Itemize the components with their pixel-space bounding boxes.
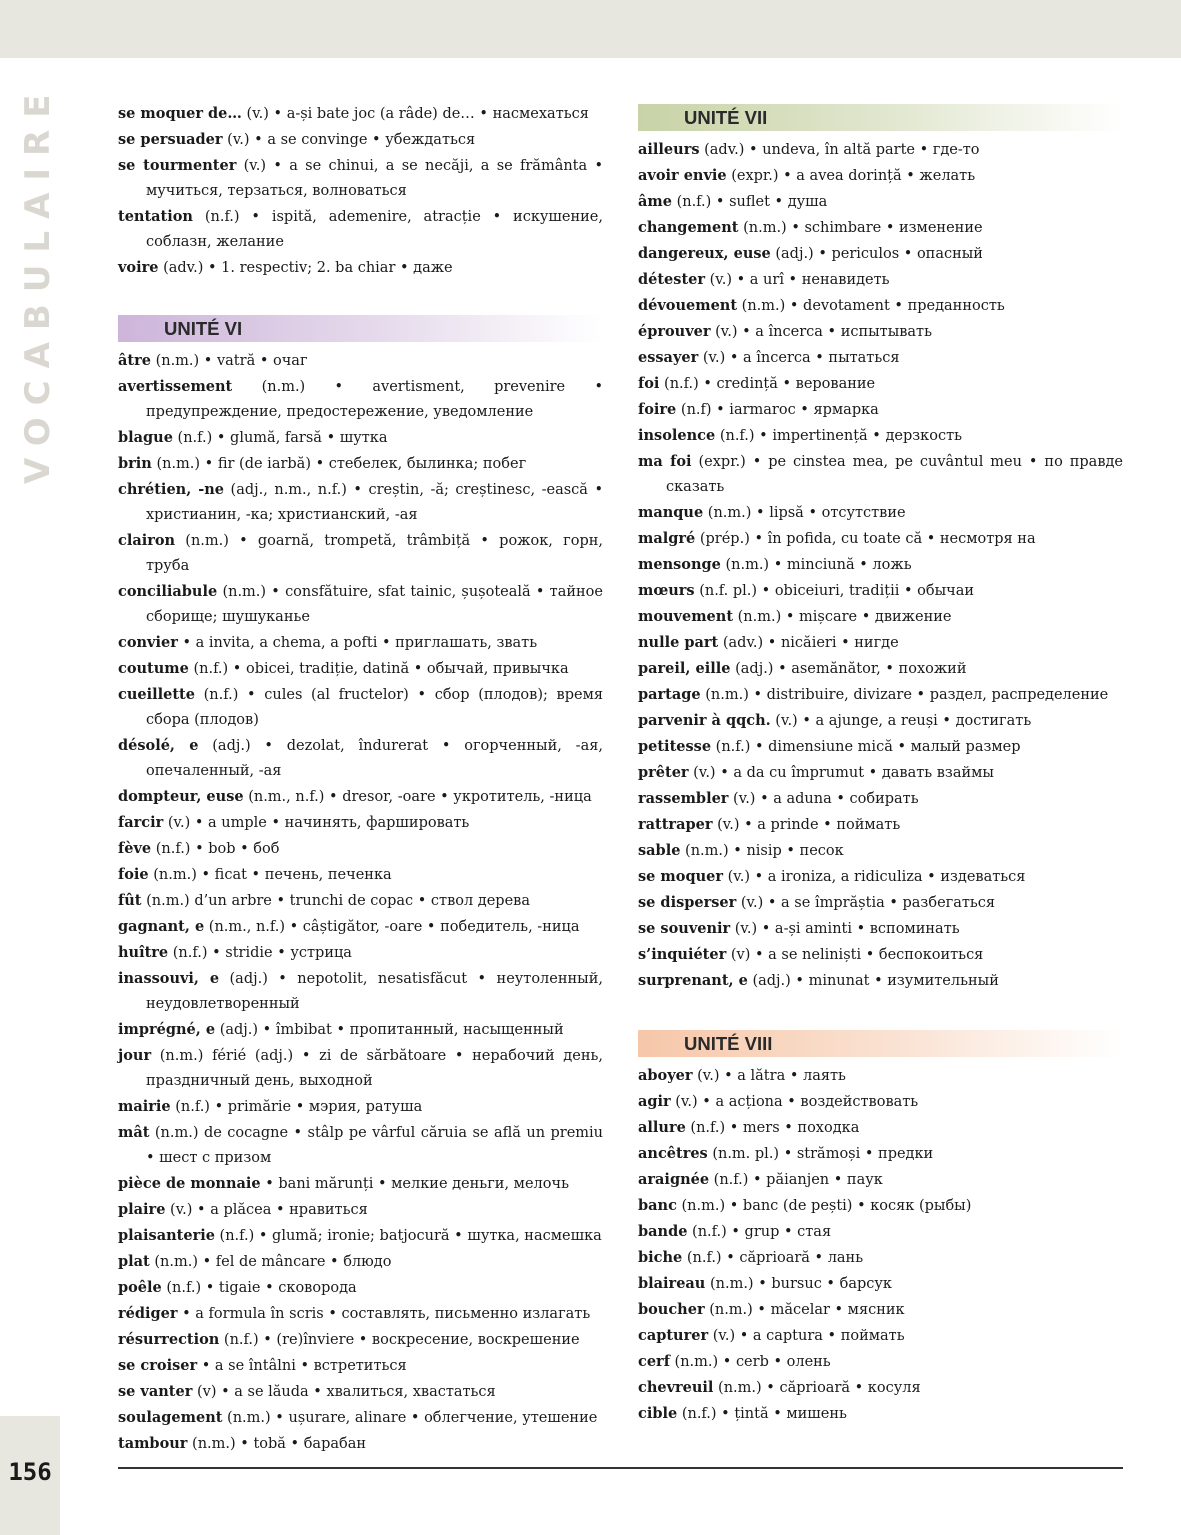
entry-definition: (adj.) • periculos • опасный — [770, 246, 983, 262]
vocabulary-entry — [118, 1379, 603, 1405]
vocabulary-entry — [118, 836, 603, 862]
entry-headword: se disperser — [638, 894, 737, 911]
entry-headword: mouvement — [638, 608, 734, 625]
vocabulary-entry — [118, 1171, 603, 1197]
vocabulary-entry — [118, 966, 603, 1017]
entry-headword: tambour — [118, 1435, 188, 1452]
entry-definition: (n.f.) • dimensiune mică • малый размер — [711, 739, 1021, 755]
entry-headword: mœurs — [638, 582, 695, 599]
entry-headword: détester — [638, 271, 706, 288]
vocabulary-entry — [118, 888, 603, 914]
entry-definition: (v.) • a ironiza, a ridiculiza • издеваться — [723, 869, 1026, 885]
entry-definition: (v.) • a se convinge • убеждаться — [222, 132, 476, 148]
vocabulary-entry — [118, 528, 603, 579]
vocabulary-entry — [638, 656, 1123, 682]
entry-definition: (n.m.) • nisip • песок — [680, 843, 844, 859]
vocabulary-entry — [118, 630, 603, 656]
vocabulary-entry — [638, 1271, 1123, 1297]
vocabulary-entry — [638, 578, 1123, 604]
entry-definition: (n.m.) • bursuc • барсук — [705, 1276, 892, 1292]
vocabulary-entry — [638, 1193, 1123, 1219]
vocabulary-entry — [118, 579, 603, 630]
vocabulary-entry — [638, 1323, 1123, 1349]
vocabulary-entry — [118, 1275, 603, 1301]
entry-definition: (n.m.) • consfătuire, sfat tainic, șușoteală • тайное сборище; шушуканье — [146, 584, 603, 625]
entry-definition: (v.) • a se împrăștia • разбегаться — [736, 895, 996, 911]
vocabulary-entry — [118, 1197, 603, 1223]
vocabulary-entry — [638, 1401, 1123, 1427]
page-number: 156 — [8, 1458, 52, 1486]
entry-headword: avertissement — [118, 378, 233, 395]
vocabulary-entry — [118, 784, 603, 810]
entry-definition: (n.m.) • căprioară • косуля — [713, 1380, 921, 1396]
vocabulary-entry — [638, 163, 1123, 189]
entry-headword: plaisanterie — [118, 1227, 215, 1244]
entry-headword: blague — [118, 429, 173, 446]
entry-definition: (n.m.) • vatră • очаг — [150, 353, 308, 369]
entry-definition: (n.f.) • cules (al fructelor) • сбор (плодов); время сбора (плодов) — [146, 687, 603, 728]
entry-headword: ancêtres — [638, 1145, 708, 1162]
entry-headword: voire — [118, 259, 159, 276]
entry-definition: (n.f. pl.) • obiceiuri, tradiții • обычаи — [694, 583, 975, 599]
vocabulary-entry — [638, 1349, 1123, 1375]
vocabulary-entry — [638, 500, 1123, 526]
entry-definition: (adv.) • undeva, în altă parte • где-то — [699, 142, 980, 158]
vocabulary-entry — [118, 153, 603, 204]
entry-headword: cerf — [638, 1353, 670, 1370]
entry-definition: (v.) • a lătra • лаять — [692, 1068, 846, 1084]
entry-definition: • a se întâlni • встретиться — [197, 1358, 407, 1374]
entry-headword: biche — [638, 1249, 683, 1266]
vocabulary-entry — [118, 374, 603, 425]
entry-definition: (n.f.) • bob • боб — [151, 841, 280, 857]
entry-headword: sable — [638, 842, 681, 859]
vocabulary-entry — [638, 1089, 1123, 1115]
entry-definition: (n.m.) • fir (de iarbă) • стебелек, былинка; побег — [151, 456, 527, 472]
vocabulary-entry — [118, 451, 603, 477]
vocabulary-entry — [638, 137, 1123, 163]
vocabulary-entry — [118, 940, 603, 966]
entry-definition: (adj.) • dezolat, îndurerat • огорченный, -ая, опечаленный, -ая — [146, 738, 603, 779]
entry-definition: (n.m.) • ușurare, alinare • облегчение, утешение — [222, 1410, 598, 1426]
entry-headword: malgré — [638, 530, 696, 547]
entry-headword: pièce de monnaie — [118, 1175, 261, 1192]
entry-headword: avoir envie — [638, 167, 727, 184]
vocabulary-entry — [638, 630, 1123, 656]
entry-headword: conciliabule — [118, 583, 218, 600]
entry-headword: insolence — [638, 427, 716, 444]
entry-definition: (n.f.) • obicei, tradiție, datină • обычай, привычка — [188, 661, 569, 677]
vocabulary-entry — [118, 127, 603, 153]
vocabulary-entry — [638, 293, 1123, 319]
vocabulary-entry — [118, 204, 603, 255]
entry-definition: (n.f.) • ispită, ademenire, atracție • искушение, соблазн, желание — [146, 209, 603, 250]
entry-headword: bande — [638, 1223, 688, 1240]
entry-definition: (adj., n.m., n.f.) • creștin, -ă; creștinesc, -ească • христианин, -ка; христианский, -ая — [146, 482, 603, 523]
entry-definition: (n.m.) • fel de mâncare • блюдо — [149, 1254, 392, 1270]
entry-definition: (n.m.) • tobă • барабан — [187, 1436, 367, 1452]
entry-headword: chrétien, -ne — [118, 481, 225, 498]
vocabulary-entry — [638, 449, 1123, 500]
unit-vi-entries — [118, 348, 603, 1457]
entry-headword: surprenant, e — [638, 972, 748, 989]
entry-definition: (n.m.) • schimbare • изменение — [738, 220, 983, 236]
vocabulary-entry — [638, 215, 1123, 241]
entry-definition: (n.m.) • minciună • ложь — [720, 557, 912, 573]
unit-viii-header: UNITÉ VIII — [638, 1030, 1123, 1057]
vocabulary-entry — [118, 810, 603, 836]
vocabulary-entry — [638, 1297, 1123, 1323]
entry-definition: (n.f.) • glumă; ironie; batjocură • шутка, насмешка — [214, 1228, 602, 1244]
entry-headword: araignée — [638, 1171, 710, 1188]
entry-definition: (n.m.) d’un arbre • trunchi de copac • ствол дерева — [141, 893, 530, 909]
unit-vi-header: UNITÉ VI — [118, 315, 603, 342]
vocabulary-entry — [118, 1120, 603, 1171]
entry-headword: ma foi — [638, 453, 692, 470]
vocabulary-entry — [638, 838, 1123, 864]
entry-headword: nulle part — [638, 634, 719, 651]
entry-headword: jour — [118, 1047, 152, 1064]
entry-definition: (expr.) • a avea dorință • желать — [726, 168, 976, 184]
entry-definition: (n.f.) • suflet • душа — [671, 194, 828, 210]
entry-definition: (n.f.) • (re)înviere • воскресение, воскрешение — [219, 1332, 580, 1348]
entry-definition: (n.m.) • banc (de pești) • косяк (рыбы) — [676, 1198, 972, 1214]
entry-definition: (adv.) • 1. respectiv; 2. ba chiar • даже — [158, 260, 453, 276]
entry-headword: farcir — [118, 814, 164, 831]
entry-definition: (v.) • a umple • начинять, фаршировать — [163, 815, 470, 831]
vocabulary-entry — [638, 942, 1123, 968]
entry-headword: foire — [638, 401, 677, 418]
entry-headword: brin — [118, 455, 152, 472]
vocabulary-entry — [118, 1405, 603, 1431]
entry-definition: (n.f.) • stridie • устрица — [168, 945, 352, 961]
entry-definition: (adj.) • nepotolit, nesatisfăcut • неутоленный, неудовлетворенный — [146, 971, 603, 1012]
entry-headword: pareil, eille — [638, 660, 731, 677]
entry-definition: (n.f.) • grup • стая — [687, 1224, 832, 1240]
entry-definition: (n.f.) • păianjen • паук — [709, 1172, 883, 1188]
entry-headword: blaireau — [638, 1275, 706, 1292]
entry-definition: (n.m.) • cerb • олень — [669, 1354, 831, 1370]
vocabulary-entry — [638, 345, 1123, 371]
entry-definition: (v.) • a plăcea • нравиться — [165, 1202, 368, 1218]
entry-headword: dompteur, euse — [118, 788, 244, 805]
entry-headword: dévouement — [638, 297, 738, 314]
entry-headword: se moquer — [638, 868, 723, 885]
entry-headword: se souvenir — [638, 920, 731, 937]
entry-headword: aboyer — [638, 1067, 693, 1084]
vocabulary-entry — [638, 526, 1123, 552]
vocabulary-entry — [638, 916, 1123, 942]
vocabulary-entry — [118, 477, 603, 528]
vocabulary-entry — [118, 733, 603, 784]
vocabulary-entry — [638, 319, 1123, 345]
entry-definition: (adj.) • îmbibat • пропитанный, насыщенный — [215, 1022, 564, 1038]
entry-definition: (n.f.) • credință • верование — [659, 376, 876, 392]
entry-definition: (n.f.) • glumă, farsă • шутка — [172, 430, 388, 446]
entry-definition: (n.m.) • devotament • преданность — [737, 298, 1005, 314]
entry-headword: foie — [118, 866, 149, 883]
vocabulary-entry — [118, 1353, 603, 1379]
vocabulary-entry — [118, 101, 603, 127]
vocabulary-entry — [118, 1017, 603, 1043]
unit-vii-entries — [638, 137, 1123, 994]
entry-definition: (v) • a se lăuda • хвалиться, хвастаться — [192, 1384, 496, 1400]
entry-headword: plaire — [118, 1201, 166, 1218]
vocabulary-entry — [638, 241, 1123, 267]
vocabulary-entry — [118, 1431, 603, 1457]
vocabulary-entry — [638, 760, 1123, 786]
entry-headword: boucher — [638, 1301, 705, 1318]
vocabulary-entry — [638, 1245, 1123, 1271]
vocabulary-entry — [118, 255, 603, 281]
entry-definition: (v.) • a ajunge, a reuși • достигать — [770, 713, 1032, 729]
vocabulary-entry — [638, 1375, 1123, 1401]
entry-headword: banc — [638, 1197, 677, 1214]
entry-headword: se croiser — [118, 1357, 198, 1374]
entry-headword: s’inquiéter — [638, 946, 727, 963]
vocabulary-entry — [118, 682, 603, 733]
vocabulary-entry — [118, 425, 603, 451]
entry-definition: • a formula în scris • составлять, письменно излагать — [177, 1306, 591, 1322]
entry-definition: (n.m.) de cocagne • stâlp pe vârful căruia se află un premiu • шест с призом — [146, 1125, 603, 1166]
entry-headword: prêter — [638, 764, 689, 781]
entry-definition: • a invita, a chema, a pofti • приглашать, звать — [177, 635, 538, 651]
vocabulary-entry — [638, 371, 1123, 397]
entry-headword: allure — [638, 1119, 686, 1136]
entry-definition: (n.m.) • lipsă • отсутствие — [703, 505, 906, 521]
vocabulary-entry — [118, 914, 603, 940]
entry-definition: (n.f.) • mers • походка — [685, 1120, 860, 1136]
entry-headword: huître — [118, 944, 169, 961]
entry-definition: (v.) • a încerca • испытывать — [710, 324, 932, 340]
vocabulary-entry — [638, 1115, 1123, 1141]
entry-definition: (n.m., n.f.) • dresor, -oare • укротитель, -ница — [243, 789, 592, 805]
vocabulary-entry — [638, 708, 1123, 734]
entry-headword: mairie — [118, 1098, 171, 1115]
entry-definition: (n.f.) • țintă • мишень — [677, 1406, 847, 1422]
entry-definition: (expr.) • pe cinstea mea, pe cuvântul meu • по правде сказать — [666, 454, 1124, 495]
entry-definition: (n.f) • iarmaroc • ярмарка — [676, 402, 879, 418]
vocabulary-entry — [118, 1223, 603, 1249]
vocabulary-entry — [638, 267, 1123, 293]
entry-definition: (n.m., n.f.) • câștigător, -oare • победитель, -ница — [204, 919, 580, 935]
vocabulary-entry — [638, 189, 1123, 215]
section-title-vertical: VOCABULAIRE — [18, 82, 58, 484]
entry-headword: rattraper — [638, 816, 713, 833]
entry-headword: mensonge — [638, 556, 721, 573]
entry-definition: (n.m.) • distribuire, divizare • раздел, распределение — [700, 687, 1109, 703]
entry-headword: agir — [638, 1093, 671, 1110]
entry-headword: se moquer de… — [118, 105, 242, 122]
entry-headword: se tourmenter — [118, 157, 237, 174]
entry-definition: (v.) • a aduna • собирать — [728, 791, 919, 807]
entry-headword: rassembler — [638, 790, 729, 807]
top-band — [0, 0, 1181, 58]
entry-definition: (n.m.) • goarnă, trompetă, trâmbiță • рожок, горн, труба — [146, 533, 603, 574]
entry-headword: fève — [118, 840, 152, 857]
entry-headword: résurrection — [118, 1331, 220, 1348]
entry-headword: changement — [638, 219, 739, 236]
entry-definition: (v.) • a acționa • воздействовать — [670, 1094, 919, 1110]
entry-headword: éprouver — [638, 323, 711, 340]
entry-definition: (n.f.) • impertinență • дерзкость — [715, 428, 962, 444]
entry-definition: (n.m.) férié (adj.) • zi de sărbătoare • нерабочий день, праздничный день, выходной — [146, 1048, 603, 1089]
vocabulary-entry — [118, 1301, 603, 1327]
vocabulary-entry — [638, 682, 1123, 708]
entry-definition: (v.) • a da cu împrumut • давать взаймы — [688, 765, 994, 781]
entry-definition: (v.) • a captura • поймать — [708, 1328, 905, 1344]
unit-viii-entries — [638, 1063, 1123, 1427]
vocabulary-entry — [118, 1043, 603, 1094]
entry-headword: petitesse — [638, 738, 712, 755]
entry-headword: parvenir à qqch. — [638, 712, 771, 729]
vocabulary-entry — [638, 552, 1123, 578]
vocabulary-entry — [118, 1327, 603, 1353]
entry-definition: (v.) • a-și aminti • вспоминать — [730, 921, 960, 937]
entry-headword: âme — [638, 193, 672, 210]
entry-definition: (n.f.) • căprioară • лань — [682, 1250, 864, 1266]
footer-rule — [118, 1467, 1123, 1469]
entry-definition: (adj.) • asemănător, • похожий — [730, 661, 967, 677]
vocabulary-entry — [638, 734, 1123, 760]
entry-headword: rédiger — [118, 1305, 178, 1322]
vocabulary-entry — [638, 812, 1123, 838]
left-column — [118, 101, 603, 1457]
entry-headword: manque — [638, 504, 704, 521]
entry-headword: essayer — [638, 349, 699, 366]
vocabulary-entry — [118, 656, 603, 682]
entry-definition: (n.m.) • ficat • печень, печенка — [148, 867, 392, 883]
vocabulary-entry — [118, 1094, 603, 1120]
vocabulary-entry — [638, 786, 1123, 812]
vocabulary-entry — [638, 1219, 1123, 1245]
entry-definition: (v.) • a se chinui, a se necăji, a se frământa • мучиться, терзаться, волноваться — [146, 158, 604, 199]
vocabulary-entry — [118, 348, 603, 374]
entry-definition: (v.) • a urî • ненавидеть — [705, 272, 890, 288]
entry-definition: (prép.) • în pofida, cu toate că • несмотря на — [695, 531, 1036, 547]
entry-headword: âtre — [118, 352, 151, 369]
entry-headword: chevreuil — [638, 1379, 714, 1396]
entry-definition: (v.) • a-și bate joc (a râde) de… • насмехаться — [241, 106, 589, 122]
entry-definition: • bani mărunți • мелкие деньги, мелочь — [260, 1176, 569, 1192]
entry-headword: clairon — [118, 532, 176, 549]
vocabulary-entry — [638, 1063, 1123, 1089]
entry-definition: (n.m.) • mișcare • движение — [733, 609, 952, 625]
entry-headword: partage — [638, 686, 701, 703]
entry-definition: (n.f.) • primărie • мэрия, ратуша — [170, 1099, 423, 1115]
entry-definition: (n.f.) • tigaie • сковорода — [161, 1280, 357, 1296]
entry-headword: plat — [118, 1253, 150, 1270]
entry-headword: soulagement — [118, 1409, 223, 1426]
entry-headword: se persuader — [118, 131, 223, 148]
entry-definition: (adj.) • minunat • изумительный — [747, 973, 999, 989]
vocabulary-entry — [118, 862, 603, 888]
entry-headword: se vanter — [118, 1383, 193, 1400]
entry-headword: dangereux, euse — [638, 245, 771, 262]
entry-definition: (n.m.) • măcelar • мясник — [704, 1302, 905, 1318]
entry-headword: cueillette — [118, 686, 195, 703]
vocabulary-entry — [638, 1167, 1123, 1193]
entry-headword: convier — [118, 634, 178, 651]
entry-headword: poêle — [118, 1279, 162, 1296]
intro-entries — [118, 101, 603, 281]
entry-headword: ailleurs — [638, 141, 700, 158]
right-column — [638, 104, 1123, 1427]
vocabulary-entry — [638, 864, 1123, 890]
entry-headword: inassouvi, e — [118, 970, 220, 987]
vocabulary-entry — [118, 1249, 603, 1275]
entry-headword: coutume — [118, 660, 189, 677]
entry-headword: fût — [118, 892, 142, 909]
entry-definition: (v) • a se neliniști • беспокоиться — [726, 947, 984, 963]
vocabulary-entry — [638, 890, 1123, 916]
unit-vii-header: UNITÉ VII — [638, 104, 1123, 131]
entry-headword: gagnant, e — [118, 918, 205, 935]
vocabulary-entry — [638, 1141, 1123, 1167]
entry-headword: tentation — [118, 208, 193, 225]
entry-headword: imprégné, e — [118, 1021, 216, 1038]
vocabulary-entry — [638, 968, 1123, 994]
entry-headword: cible — [638, 1405, 678, 1422]
vocabulary-entry — [638, 423, 1123, 449]
entry-headword: capturer — [638, 1327, 709, 1344]
entry-headword: foi — [638, 375, 660, 392]
entry-definition: (v.) • a prinde • поймать — [712, 817, 901, 833]
entry-definition: (adv.) • nicăieri • нигде — [718, 635, 899, 651]
vocabulary-entry — [638, 604, 1123, 630]
entry-definition: (v.) • a încerca • пытаться — [698, 350, 900, 366]
entry-definition: (n.m.) • avertisment, prevenire • предупреждение, предостережение, уведомление — [146, 379, 603, 420]
entry-headword: désolé, e — [118, 737, 199, 754]
entry-headword: mât — [118, 1124, 150, 1141]
entry-definition: (n.m. pl.) • strămoși • предки — [707, 1146, 934, 1162]
vocabulary-entry — [638, 397, 1123, 423]
